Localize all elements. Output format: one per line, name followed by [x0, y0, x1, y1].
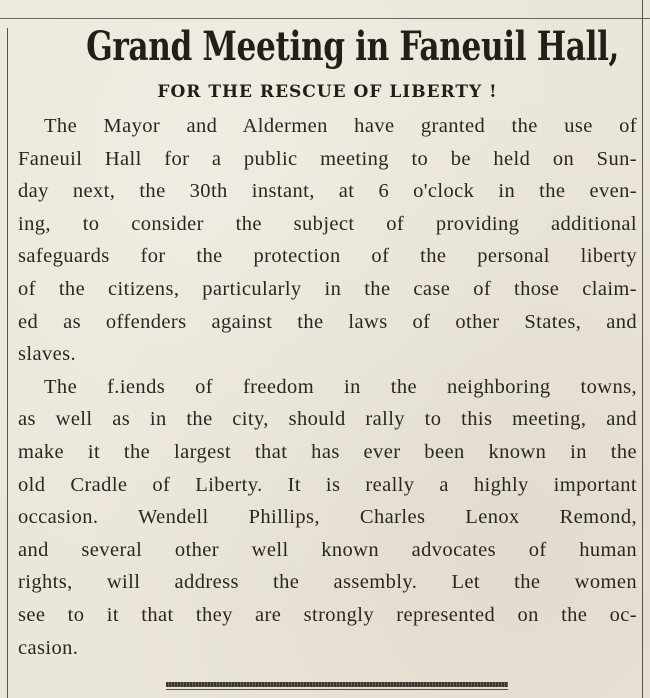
article-end-divider	[166, 682, 508, 687]
article-end-divider-rule	[166, 689, 508, 690]
paragraph-2	[18, 371, 637, 664]
text-line: Faneuil Hall for a public meeting to be held on Sun-	[18, 147, 637, 170]
text-line: of the citizens, particularly in the case of those claim-	[18, 277, 637, 300]
text-line: rights, will address the assembly. Let the women	[18, 571, 637, 594]
text-line: casion.	[18, 636, 79, 659]
text-line: old Cradle of Liberty. It is really a highly important	[18, 473, 637, 496]
text-line: make it the largest that has ever been known in the	[18, 440, 637, 463]
paragraph-1	[18, 110, 637, 371]
subhead: FOR THE RESCUE OF LIBERTY !	[157, 82, 498, 102]
text-line: The Mayor and Aldermen have granted the use of	[44, 115, 637, 137]
left-column-rule	[7, 28, 8, 698]
headline: Grand Meeting in Faneuil Hall,	[86, 23, 620, 70]
article	[18, 20, 637, 664]
text-line: ing, to consider the subject of providing additional	[18, 212, 637, 235]
text-line: as well as in the city, should rally to this meeting, and	[18, 408, 637, 431]
text-line: occasion. Wendell Phillips, Charles Lenox Remond,	[18, 506, 637, 529]
text-line: day next, the 30th instant, at 6 o'clock in the even-	[18, 180, 637, 203]
text-line: slaves.	[18, 343, 77, 366]
text-line: see to it that they are strongly represented on the oc-	[18, 603, 637, 626]
text-line: and several other well known advocates of human	[18, 538, 637, 561]
right-column-rule	[642, 0, 643, 698]
top-column-rule	[0, 18, 650, 19]
text-line: safeguards for the protection of the personal liberty	[18, 245, 637, 268]
text-line: ed as offenders against the laws of other States, and	[18, 310, 637, 333]
text-line: The f.iends of freedom in the neighboring towns,	[44, 375, 637, 398]
